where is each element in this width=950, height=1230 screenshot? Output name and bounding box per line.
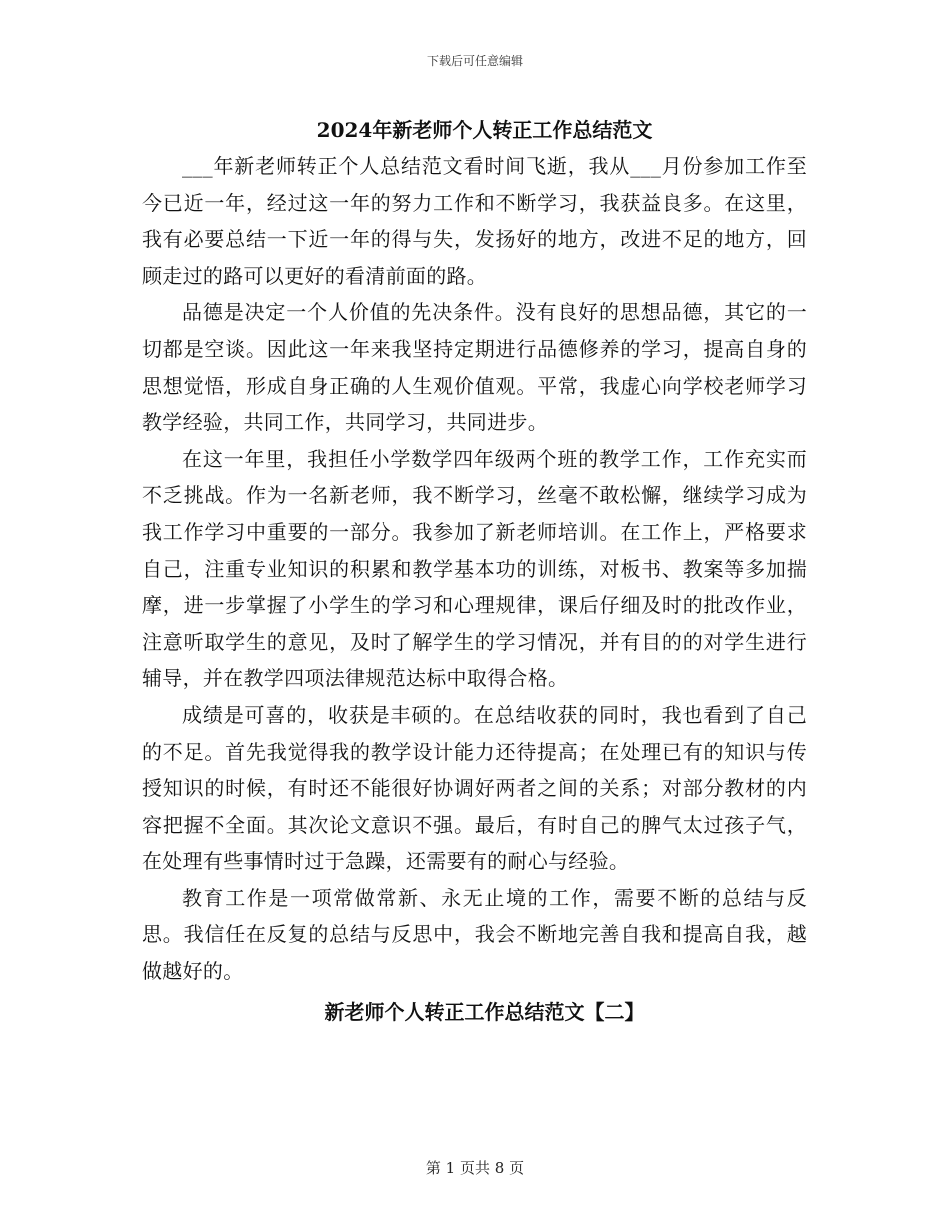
document-title: 2024年新老师个人转正工作总结范文 (316, 118, 653, 142)
section-title: 新老师个人转正工作总结范文【二】 (324, 999, 645, 1024)
paragraph-1: ___年新老师转正个人总结范文看时间飞逝，我从___月份参加工作至今已近一年，经过这一年的努力工作和不断学习，我获益良多。在这里，我有必要总结一下近一年的得与失，发扬好的地方，改进不足的地方，回顾走过的路可以更好的看清前面的路。 (142, 154, 807, 288)
paragraph-2: 品德是决定一个人价值的先决条件。没有良好的思想品德，其它的一切都是空谈。因此这一年来我坚持定期进行品德修养的学习，提高自身的思想觉悟，形成自身正确的人生观价值观。平常，我虚心向学校老师学习教学经验，共同工作，共同学习，共同进步。 (142, 300, 807, 435)
document-body (142, 112, 807, 1030)
page-header-note: 下载后可任意编辑 (426, 54, 523, 68)
paragraph-3: 在这一年里，我担任小学数学四年级两个班的教学工作，工作充实而不乏挑战。作为一名新老师，我不断学习，丝毫不敢松懈，继续学习成为我工作学习中重要的一部分。我参加了新老师培训。在工作上，严格要求自己，注重专业知识的积累和教学基本功的训练，对板书、教案等多加揣摩，进一步掌握了小学生的学习和心理规律，课后仔细及时的批改作业，注意听取学生的意见，及时了解学生的学习情况，并有目的的对学生进行辅导，并在教学四项法律规范达标中取得合格。 (142, 446, 807, 691)
paragraph-5: 教育工作是一项常做常新、永无止境的工作，需要不断的总结与反思。我信任在反复的总结与反思中，我会不断地完善自我和提高自我，越做越好的。 (142, 885, 807, 984)
page-number: 第 1 页共 8 页 (425, 1159, 525, 1177)
paragraph-4: 成绩是可喜的，收获是丰硕的。在总结收获的同时，我也看到了自己的不足。首先我觉得我的教学设计能力还待提高；在处理已有的知识与传授知识的时候，有时还不能很好协调好两者之间的关系；对部分教材的内容把握不全面。其次论文意识不强。最后，有时自己的脾气太过孩子气，在处理有些事情时过于急躁，还需要有的耐心与经验。 (142, 702, 807, 874)
